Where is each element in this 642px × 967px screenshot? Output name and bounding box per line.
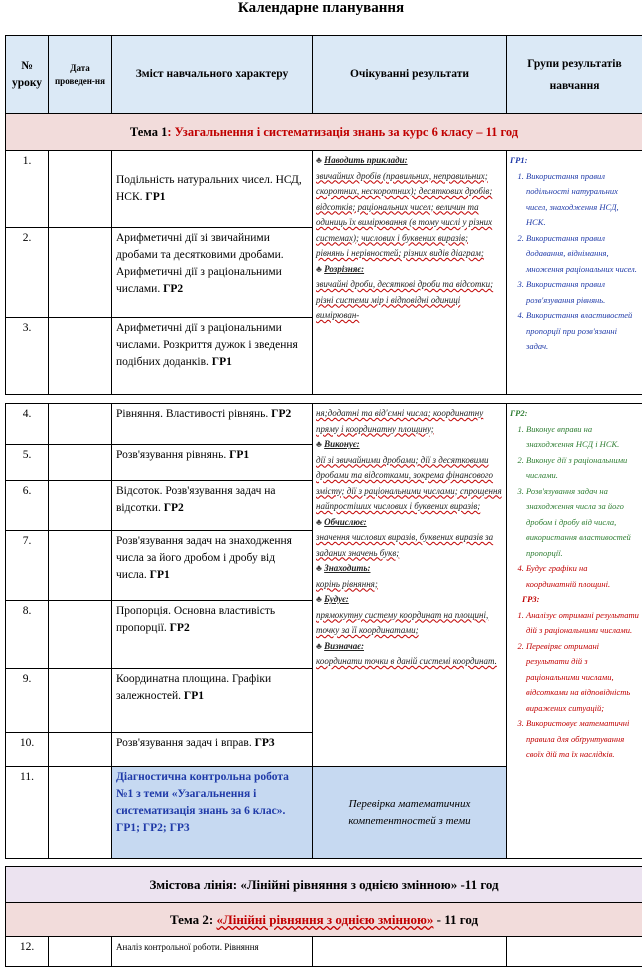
date-cell — [49, 733, 112, 767]
date-cell — [49, 445, 112, 481]
topic-2-hours: - 11 год — [437, 912, 478, 927]
date-cell — [49, 481, 112, 531]
table-row — [6, 151, 642, 228]
date-cell — [49, 531, 112, 601]
topic-1-label: Тема 1 — [130, 125, 167, 139]
table-row — [6, 404, 642, 445]
date-cell — [49, 937, 112, 967]
diagnostic-result: Перевірка математичних компетентностей з теми — [313, 767, 507, 859]
lesson-content: Розв'язування задач на знаходження числа за його дробом і дробу від числа. ГР1 — [112, 531, 313, 601]
topic-1-row — [6, 114, 642, 151]
lesson-content: Розв'язування рівнянь. ГР1 — [112, 445, 313, 481]
lesson-number: 8. — [6, 601, 49, 669]
lesson-number: 11. — [6, 767, 49, 859]
header-lesson-number: № уроку — [6, 36, 49, 114]
lesson-number: 10. — [6, 733, 49, 767]
date-cell — [49, 318, 112, 395]
lesson-content: Подільність натуральних чисел. НСД, НСК. ГР1 — [112, 151, 313, 228]
date-cell — [49, 669, 112, 733]
diagnostic-content: Діагностична контрольна робота №1 з теми «Узагальнення і систематизація знань за 6 клас». ГР1; ГР2; ГР3 — [112, 767, 313, 859]
date-cell — [49, 404, 112, 445]
lesson-number: 2. — [6, 228, 49, 318]
lesson-number: 9. — [6, 669, 49, 733]
date-cell — [49, 228, 112, 318]
lesson-content: Пропорція. Основна властивість пропорції. ГР2 — [112, 601, 313, 669]
date-cell — [49, 767, 112, 859]
expected-results-1: ♣ Наводить приклади: звичайних дробів (правильних, неправильних; скоротних, нескоротних); десяткових дробів; відсотків; раціональних чисел; величин та одиниць їх вимірювання (в тому числі у різних системах); числових і буквених виразів; рівнянь і нерівностей; різних видів діаграм; ♣ Розрізняє: звичайні дроби, десяткові дроби та відсотки; різні системи мір і відповідні одиниці вимірюван- — [313, 151, 507, 395]
lesson-number: 12. — [6, 937, 49, 967]
table-row — [6, 937, 642, 967]
content-line-row — [6, 867, 642, 903]
groups-cell-1: ГР1: 1. Використання правил подільності натуральних чисел, знаходження НСД, НСК. 2. Використання правил додавання, віднімання, множення раціональних чисел. 3. Використання правил розв'язування рівнянь. 4. Використання властивостей пропорції при розв'язанні задач. — [507, 151, 642, 395]
lesson-number: 3. — [6, 318, 49, 395]
lesson-content: Арифметичні дії зі звичайними дробами та десятковими дробами. Арифметичні дії з раціональними числами. ГР2 — [112, 228, 313, 318]
topic-1-text: : Узагальнення і систематизація знань за курс 6 класу – 11 год — [167, 125, 518, 139]
plan-table-2 — [5, 403, 642, 859]
header-content: Зміст навчального характеру — [112, 36, 313, 114]
lesson-content: Арифметичні дії з раціональними числами. Розкриття дужок і зведення подібних доданків. ГР1 — [112, 318, 313, 395]
date-cell — [49, 601, 112, 669]
plan-table-1 — [5, 35, 642, 395]
plan-table-3 — [5, 866, 642, 967]
date-cell — [49, 151, 112, 228]
lesson-number: 5. — [6, 445, 49, 481]
header-results: Очікуванні результати — [313, 36, 507, 114]
lesson-number: 6. — [6, 481, 49, 531]
lesson-content: Координатна площина. Графіки залежностей. ГР1 — [112, 669, 313, 733]
lesson-number: 4. — [6, 404, 49, 445]
lesson-number: 7. — [6, 531, 49, 601]
expected-results-2: ня;додатні та від'ємні числа; координатну пряму і координатну площину; ♣ Виконує: дії зі звичайними дробами; дії з десятковими дробами та відсотками, зокрема фінансового змісту; дії з раціональними числами; спрощення найпростіших числових і буквених виразів; ♣ Обчислює: значення числових виразів, буквених виразів за заданих значень букв; ♣ Знаходить: корінь рівняння; ♣ Будує: прямокутну систему координат на площині, точку за її координатами; ♣ Визначає: координати точки в даній системі координат. — [313, 404, 507, 767]
content-line-title: Змістова лінія: «Лінійні рівняння з однією змінною» -11 год — [6, 867, 642, 903]
lesson-content: Розв'язування задач і вправ. ГР3 — [112, 733, 313, 767]
lesson-content: Рівняння. Властивості рівнянь. ГР2 — [112, 404, 313, 445]
lesson-content: Відсоток. Розв'язування задач на відсотки. ГР2 — [112, 481, 313, 531]
page-title: Календарне планування — [0, 0, 642, 16]
groups-cell-2: ГР2: 1. Виконує вправи на знаходження НСД і НСК. 2. Виконує дії з раціональними числами. 3. Розв'язування задач на знаходження числа за його дробом і дробу від числа, використання властивостей пропорції. 4. Будує графіки на координатній площині. ГР3: 1. Аналізує отримані результати дій з раціональними числами. 2. Перевіряє отримані результати дій з раціональними числами, відсотками на відповідність виражених ситуацій; 3. Використовує математичні правила для обґрунтування своїх дій та їх наслідків. — [507, 404, 642, 859]
lesson-content: Аналіз контрольної роботи. Рівняння — [112, 937, 313, 967]
header-date: Дата проведен-ня — [49, 36, 112, 114]
topic-2-text: «Лінійні рівняння з однією змінною» — [217, 912, 434, 927]
lesson-number: 1. — [6, 151, 49, 228]
header-groups: Групи результатів навчання — [507, 36, 642, 114]
topic-2-label: Тема 2: — [170, 912, 213, 927]
topic-2-row — [6, 903, 642, 937]
